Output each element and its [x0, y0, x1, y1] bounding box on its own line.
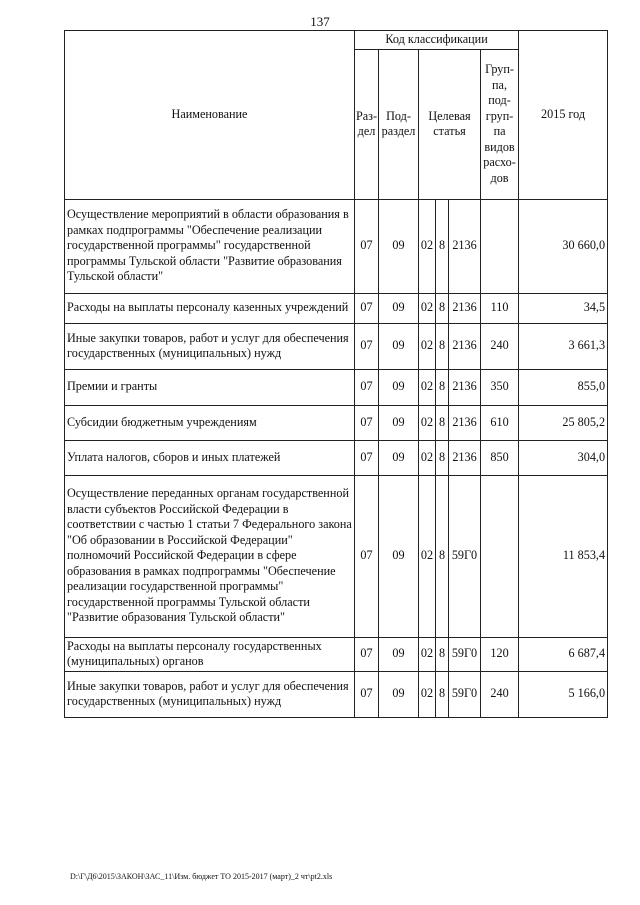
- row-name: Расходы на выплаты персоналу казенных учреждений: [65, 293, 355, 323]
- row-target-subprogram: 8: [436, 671, 449, 717]
- table-row: [65, 369, 608, 405]
- row-subsection: 09: [379, 405, 419, 440]
- row-subsection: 09: [379, 293, 419, 323]
- header-name: Наименование: [65, 31, 355, 200]
- row-target-direction: 59Г0: [449, 475, 481, 637]
- row-section: 07: [355, 637, 379, 671]
- row-target-subprogram: 8: [436, 293, 449, 323]
- table-row: [65, 405, 608, 440]
- row-target-program: 02: [419, 293, 436, 323]
- row-amount: 25 805,2: [519, 405, 608, 440]
- row-target-subprogram: 8: [436, 440, 449, 475]
- row-target-direction: 2136: [449, 369, 481, 405]
- row-target-subprogram: 8: [436, 637, 449, 671]
- row-subsection: 09: [379, 671, 419, 717]
- row-name: Расходы на выплаты персоналу государственных (муниципальных) органов: [65, 637, 355, 671]
- table-row: [65, 440, 608, 475]
- row-name: Премии и гранты: [65, 369, 355, 405]
- row-amount: 34,5: [519, 293, 608, 323]
- file-path-footer: D:\Г\Д6\2015\ЗАКОН\ЗАС_11\Изм. бюджет ТО 2015-2017 (март)_2 чт\pt2.xls: [70, 872, 333, 881]
- row-section: 07: [355, 440, 379, 475]
- row-section: 07: [355, 293, 379, 323]
- row-expense-type: [481, 199, 519, 293]
- row-name: Осуществление мероприятий в области образования в рамках подпрограммы "Обеспечение реализации государственной программы" государственной программы Тульской области "Развитие образования Тульской области": [65, 199, 355, 293]
- row-target-direction: 59Г0: [449, 671, 481, 717]
- row-target-direction: 2136: [449, 323, 481, 369]
- row-expense-type: 110: [481, 293, 519, 323]
- row-expense-type: [481, 475, 519, 637]
- table-row: [65, 323, 608, 369]
- budget-table: [64, 30, 608, 718]
- row-amount: 3 661,3: [519, 323, 608, 369]
- row-subsection: 09: [379, 199, 419, 293]
- row-target-program: 02: [419, 405, 436, 440]
- row-target-program: 02: [419, 671, 436, 717]
- row-target-program: 02: [419, 199, 436, 293]
- row-expense-type: 610: [481, 405, 519, 440]
- row-amount: 304,0: [519, 440, 608, 475]
- row-amount: 6 687,4: [519, 637, 608, 671]
- header-target-article: Целевая статья: [419, 49, 481, 199]
- row-target-direction: 2136: [449, 440, 481, 475]
- row-name: Уплата налогов, сборов и иных платежей: [65, 440, 355, 475]
- header-classification-code: Код классификации: [355, 31, 519, 50]
- row-target-subprogram: 8: [436, 323, 449, 369]
- row-target-program: 02: [419, 440, 436, 475]
- row-name: Иные закупки товаров, работ и услуг для обеспечения государственных (муниципальных) нужд: [65, 323, 355, 369]
- row-expense-type: 240: [481, 323, 519, 369]
- row-name: Осуществление переданных органам государственной власти субъектов Российской Федерации в соответствии с частью 1 статьи 7 Федерального закона "Об образовании в Российской Федерации" полномочий Российской Федерации в сфере образования в рамках подпрограммы "Обеспечение реализации государственной программы" государственной программы Тульской области "Развитие образования Тульской области": [65, 475, 355, 637]
- row-amount: 30 660,0: [519, 199, 608, 293]
- row-target-direction: 2136: [449, 293, 481, 323]
- row-subsection: 09: [379, 475, 419, 637]
- row-amount: 5 166,0: [519, 671, 608, 717]
- table-row: [65, 475, 608, 637]
- header-expense-group: Груп- па, под- груп- па видов расхо- дов: [481, 49, 519, 199]
- row-subsection: 09: [379, 323, 419, 369]
- row-expense-type: 350: [481, 369, 519, 405]
- table-row: [65, 637, 608, 671]
- row-name: Субсидии бюджетным учреждениям: [65, 405, 355, 440]
- page-number: 137: [310, 14, 330, 29]
- row-section: 07: [355, 475, 379, 637]
- row-target-subprogram: 8: [436, 475, 449, 637]
- row-subsection: 09: [379, 637, 419, 671]
- row-target-program: 02: [419, 369, 436, 405]
- table-row: [65, 199, 608, 293]
- row-section: 07: [355, 671, 379, 717]
- row-expense-type: 120: [481, 637, 519, 671]
- row-amount: 855,0: [519, 369, 608, 405]
- row-name: Иные закупки товаров, работ и услуг для обеспечения государственных (муниципальных) нужд: [65, 671, 355, 717]
- row-target-subprogram: 8: [436, 199, 449, 293]
- row-target-direction: 2136: [449, 405, 481, 440]
- row-expense-type: 240: [481, 671, 519, 717]
- row-subsection: 09: [379, 369, 419, 405]
- row-amount: 11 853,4: [519, 475, 608, 637]
- header-section: Раз- дел: [355, 49, 379, 199]
- row-target-program: 02: [419, 323, 436, 369]
- header-subsection: Под- раздел: [379, 49, 419, 199]
- table-row: [65, 671, 608, 717]
- row-subsection: 09: [379, 440, 419, 475]
- row-section: 07: [355, 405, 379, 440]
- table-row: [65, 293, 608, 323]
- header-year: 2015 год: [519, 31, 608, 200]
- row-target-direction: 59Г0: [449, 637, 481, 671]
- row-section: 07: [355, 199, 379, 293]
- row-target-subprogram: 8: [436, 369, 449, 405]
- row-target-direction: 2136: [449, 199, 481, 293]
- row-target-program: 02: [419, 637, 436, 671]
- row-target-subprogram: 8: [436, 405, 449, 440]
- row-target-program: 02: [419, 475, 436, 637]
- row-section: 07: [355, 369, 379, 405]
- row-section: 07: [355, 323, 379, 369]
- row-expense-type: 850: [481, 440, 519, 475]
